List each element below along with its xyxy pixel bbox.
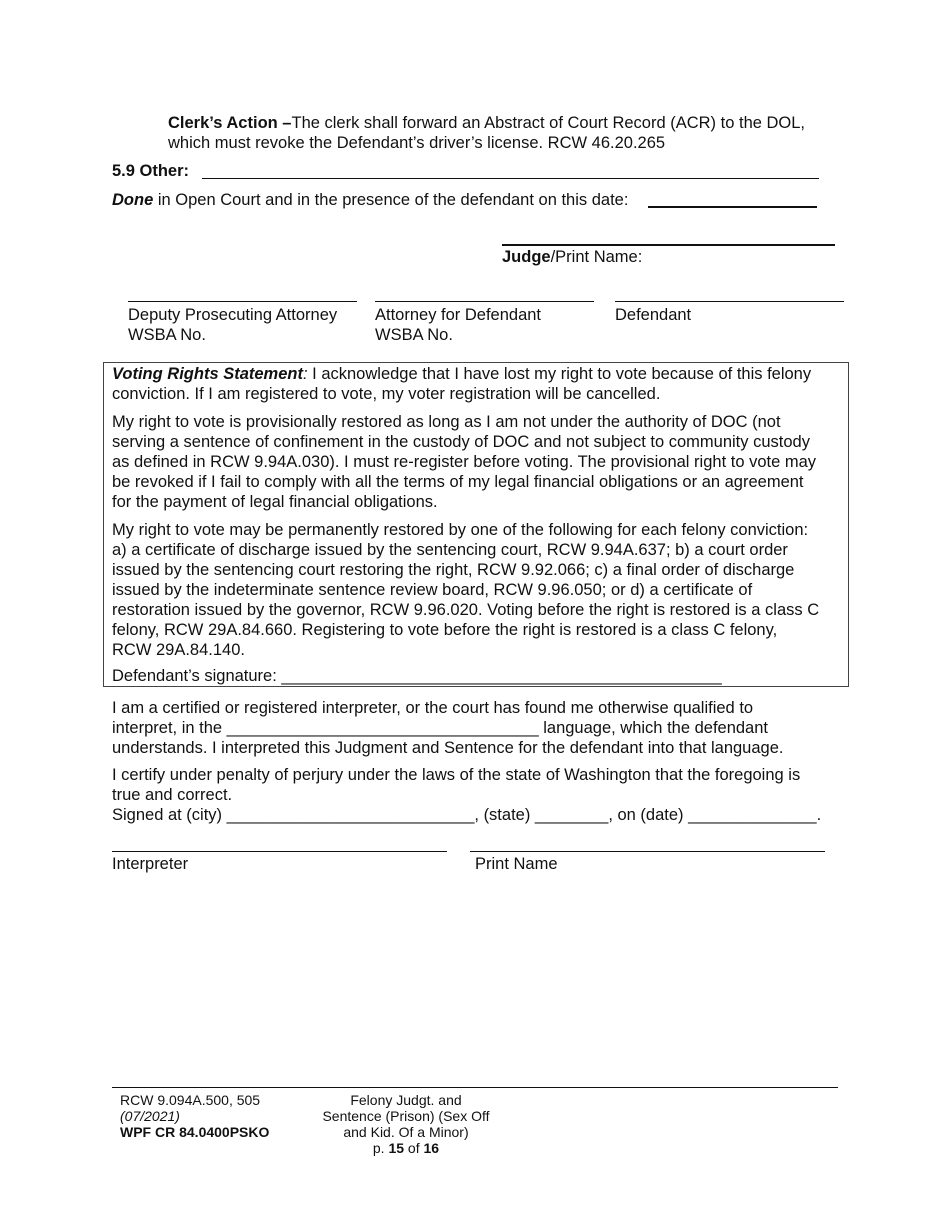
footer-title-line-1: Felony Judgt. and bbox=[350, 1092, 462, 1108]
voting-p2-line-5: for the payment of legal financial obligations. bbox=[112, 493, 438, 511]
voting-p3-line-7: RCW 29A.84.140. bbox=[112, 641, 245, 659]
defendant-title: Defendant bbox=[615, 306, 692, 324]
interpreter-label: Interpreter bbox=[112, 855, 189, 873]
defendant-signature-field[interactable]: Defendant’s signature: ________________________________________________ bbox=[112, 667, 722, 685]
voting-p1-line-1: I acknowledge that I have lost my right to vote because of this felony bbox=[307, 365, 812, 383]
voting-rights-paragraph-3 bbox=[112, 520, 847, 660]
clerk-action-label: Clerk’s Action – bbox=[168, 114, 292, 132]
page-prefix: p. bbox=[372, 1140, 389, 1156]
certify-line-1: I certify under penalty of perjury under the laws of the state of Washington that the foregoing is bbox=[112, 766, 801, 784]
footer-page-number bbox=[300, 1140, 512, 1156]
defendant-signature-line[interactable] bbox=[615, 301, 844, 302]
date-field-line[interactable] bbox=[648, 206, 817, 208]
page-of: of bbox=[404, 1140, 424, 1156]
page-current: 15 bbox=[388, 1140, 405, 1156]
interpreter-print-name-line[interactable] bbox=[470, 851, 825, 852]
interpreter-signature-line[interactable] bbox=[112, 851, 447, 852]
footer-form-number: WPF CR 84.0400PSKO bbox=[120, 1124, 270, 1140]
voting-p2-line-1: My right to vote is provisionally restored as long as I am not under the authority of DOC (not bbox=[112, 413, 781, 431]
prosecutor-signature-line[interactable] bbox=[128, 301, 357, 302]
judge-signature-line[interactable] bbox=[502, 244, 835, 246]
interpreter-line-1: I am a certified or registered interpreter, or the court has found me otherwise qualified to bbox=[112, 699, 754, 717]
voting-rights-paragraph-2 bbox=[112, 412, 847, 512]
voting-p2-line-4: be revoked if I fail to comply with all the terms of my legal financial obligations or an agreement bbox=[112, 473, 804, 491]
voting-p1-line-2: conviction. If I am registered to vote, my voter registration will be cancelled. bbox=[112, 385, 661, 403]
defense-attorney-signature-line[interactable] bbox=[375, 301, 594, 302]
done-statement bbox=[112, 190, 628, 210]
judge-label-block bbox=[502, 247, 642, 267]
voting-p2-line-3: as defined in RCW 9.94A.030). I must re-register before voting. The provisional right to vote may bbox=[112, 453, 817, 471]
prosecutor-signature-block bbox=[128, 305, 337, 345]
judge-print-name: /Print Name: bbox=[550, 248, 643, 266]
footer-left bbox=[120, 1092, 269, 1140]
print-name-label: Print Name bbox=[475, 855, 558, 873]
defendant-signature-block bbox=[615, 305, 691, 325]
voting-p3-line-5: restoration issued by the governor, RCW 9.96.020. Voting before the right is restored is a class C bbox=[112, 601, 820, 619]
voting-rights-title: Voting Rights Statement bbox=[112, 365, 303, 383]
voting-p2-line-2: serving a sentence of confinement in the custody of DOC and not subject to community custody bbox=[112, 433, 810, 451]
signed-at-field[interactable]: Signed at (city) ___________________________, (state) ________, on (date) ______________. bbox=[112, 806, 822, 824]
voting-p3-line-6: felony, RCW 29A.84.660. Registering to vote before the right is restored is a class C felony, bbox=[112, 621, 778, 639]
certify-line-2: true and correct. bbox=[112, 786, 233, 804]
page-total: 16 bbox=[423, 1140, 440, 1156]
prosecutor-wsba: WSBA No. bbox=[128, 326, 206, 344]
interpreter-line-2[interactable]: interpret, in the __________________________________ language, which the defendant bbox=[112, 719, 768, 737]
interpreter-line-3: understands. I interpreted this Judgment and Sentence for the defendant into that language. bbox=[112, 739, 784, 757]
done-text: in Open Court and in the presence of the defendant on this date: bbox=[153, 191, 629, 209]
other-label: 5.9 Other: bbox=[112, 162, 190, 180]
voting-p3-line-2: a) a certificate of discharge issued by the sentencing court, RCW 9.94A.637; b) a court order bbox=[112, 541, 788, 559]
defense-attorney-signature-block bbox=[375, 305, 541, 345]
footer-date: (07/2021) bbox=[120, 1108, 180, 1124]
voting-rights-paragraph-1 bbox=[112, 364, 847, 404]
prosecutor-title: Deputy Prosecuting Attorney bbox=[128, 306, 338, 324]
clerk-action-text-1: The clerk shall forward an Abstract of Court Record (ACR) to the DOL, bbox=[291, 114, 806, 132]
footer-divider bbox=[112, 1087, 838, 1088]
voting-p3-line-1: My right to vote may be permanently restored by one of the following for each felony conviction: bbox=[112, 521, 809, 539]
clerk-action-block bbox=[168, 113, 848, 153]
other-field-line[interactable] bbox=[202, 178, 819, 179]
footer-center bbox=[300, 1092, 512, 1156]
certify-statement bbox=[112, 765, 847, 825]
judge-label: Judge bbox=[502, 248, 551, 266]
interpreter-statement bbox=[112, 698, 847, 758]
footer-title-line-3: and Kid. Of a Minor) bbox=[343, 1124, 469, 1140]
voting-p3-line-4: issued by the indeterminate sentence review board, RCW 9.96.050; or d) a certificate of bbox=[112, 581, 753, 599]
footer-title-line-2: Sentence (Prison) (Sex Off bbox=[322, 1108, 490, 1124]
defense-attorney-title: Attorney for Defendant bbox=[375, 306, 542, 324]
clerk-action-text-2: which must revoke the Defendant’s driver’s license. RCW 46.20.265 bbox=[168, 134, 666, 152]
footer-rcw: RCW 9.094A.500, 505 bbox=[120, 1092, 261, 1108]
defense-attorney-wsba: WSBA No. bbox=[375, 326, 453, 344]
voting-p3-line-3: issued by the sentencing court restoring the right, RCW 9.92.066; c) a final order of discharge bbox=[112, 561, 795, 579]
voting-rights-colon: : bbox=[302, 365, 308, 383]
done-label: Done bbox=[112, 191, 154, 209]
